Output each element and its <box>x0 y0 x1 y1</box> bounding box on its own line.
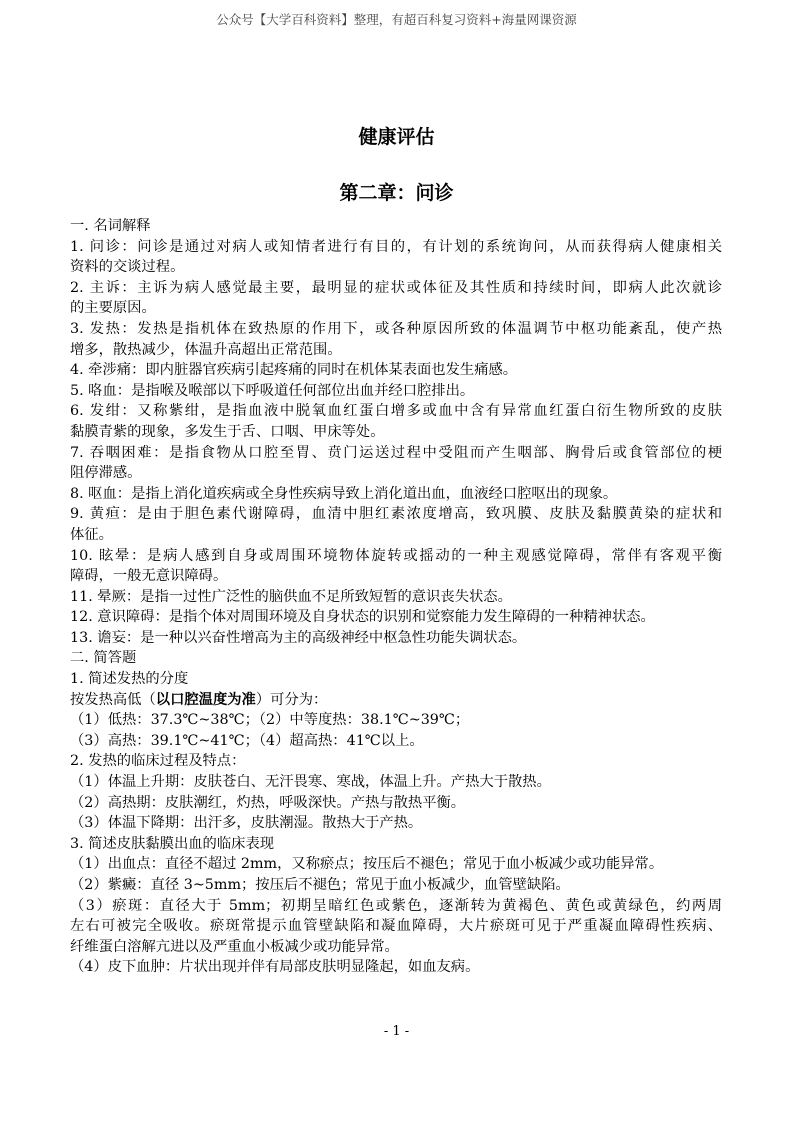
term-line: 障碍，一般无意识障碍。 <box>70 568 228 585</box>
answer-line: （1）低热：37.3℃~38℃；（2）中等度热：38.1℃~39℃； <box>70 712 470 729</box>
page-number: - 1 - <box>383 1024 410 1039</box>
document-body <box>70 216 722 978</box>
answer-line: （3）体温下降期：出汗多，皮肤潮湿。散热大于产热。 <box>70 815 423 832</box>
answer-line: （1）体温上升期：皮肤苍白、无汗畏寒、寒战，体温上升。产热大于散热。 <box>70 774 551 791</box>
header-note: 公众号【大学百科资料】整理，有超百科复习资料+海量网课资源 <box>216 12 577 27</box>
term-line: 8. 呕血：是指上消化道疾病或全身性疾病导致上消化道出血，血液经口腔呕出的现象。 <box>70 485 618 502</box>
intro-text: ）可分为： <box>255 691 328 708</box>
term-line: 增多，散热减少，体温升高超出正常范围。 <box>70 341 342 358</box>
term-line: 资料的交谈过程。 <box>70 259 185 276</box>
term-line: 体征。 <box>70 526 113 543</box>
question-intro <box>70 690 722 711</box>
question-title: 3. 简述皮肤黏膜出血的临床表现 <box>70 835 275 852</box>
answer-line: （1）出血点：直径不超过 2mm，又称瘀点；按压后不褪色；常见于血小板减少或功能异常。 <box>70 856 664 873</box>
term-line: 9. 黄疸：是由于胆色素代谢障碍，血清中胆红素浓度增高，致巩膜、皮肤及黏膜黄染的症状和 <box>70 506 722 523</box>
section-heading-questions: 二. 简答题 <box>70 650 137 667</box>
answer-line: （2）高热期：皮肤潮红，灼热，呼吸深快。产热与散热平衡。 <box>70 794 466 811</box>
section-heading-terms: 一. 名词解释 <box>70 218 151 234</box>
term-line: 4. 牵涉痛：即内脏器官疾病引起疼痛的同时在机体某表面也发生痛感。 <box>70 362 518 379</box>
term-line: 1. 问诊：问诊是通过对病人或知情者进行有目的，有计划的系统询问，从而获得病人健康相关 <box>70 238 722 255</box>
term-line: 阻停滞感。 <box>70 465 142 482</box>
answer-line: （4）皮下血肿：片状出现并伴有局部皮肤明显隆起，如血友病。 <box>70 959 480 976</box>
term-line: 5. 咯血：是指喉及喉部以下呼吸道任何部位出血并经口腔排出。 <box>70 382 475 399</box>
term-line: 3. 发热：发热是指机体在致热原的作用下，或各种原因所致的体温调节中枢功能紊乱，使产热 <box>70 320 722 337</box>
term-line: 12. 意识障碍：是指个体对周围环境及自身状态的识别和觉察能力发生障碍的一种精神状态。 <box>70 609 655 626</box>
answer-line: 左右可被完全吸收。瘀斑常提示血管壁缺陷和凝血障碍，大片瘀斑可见于严重凝血障碍性疾病、 <box>70 918 722 935</box>
answer-line: 纤维蛋白溶解亢进以及严重血小板减少或功能异常。 <box>70 938 399 955</box>
term-line: 2. 主诉：主诉为病人感觉最主要，最明显的症状或体征及其性质和持续时间，即病人此次就诊 <box>70 279 722 296</box>
term-line: 13. 谵妄：是一种以兴奋性增高为主的高级神经中枢急性功能失调状态。 <box>70 629 527 646</box>
term-line: 黏膜青紫的现象，多发生于舌、口咽、甲床等处。 <box>70 423 385 440</box>
term-line: 6. 发绀：又称紫绀，是指血液中脱氧血红蛋白增多或血中含有异常血红蛋白衍生物所致的皮肤 <box>70 403 722 420</box>
term-line: 11. 晕厥：是指一过性广泛性的脑供血不足所致短暂的意识丧失状态。 <box>70 588 512 605</box>
intro-text: 按发热高低（ <box>70 691 156 708</box>
question-title: 1. 简述发热的分度 <box>70 671 189 688</box>
answer-line: （2）紫癜：直径 3~5mm；按压后不褪色；常见于血小板减少，血管壁缺陷。 <box>70 877 570 893</box>
answer-line: （3）高热：39.1℃~41℃；（4）超高热：41℃以上。 <box>70 732 424 749</box>
term-line: 10. 眩晕：是病人感到自身或周围环境物体旋转或摇动的一种主观感觉障碍，常伴有客观平衡 <box>70 547 722 564</box>
term-line: 的主要原因。 <box>70 300 156 317</box>
term-line: 7. 吞咽困难：是指食物从口腔至胃、贲门运送过程中受阻而产生咽部、胸骨后或食管部位的梗 <box>70 444 722 461</box>
question-title: 2. 发热的临床过程及特点： <box>70 753 246 770</box>
chapter-title: 第二章：问诊 <box>339 182 454 204</box>
document-title: 健康评估 <box>358 126 435 148</box>
intro-bold-text: 以口腔温度为准 <box>155 691 256 708</box>
answer-line: （3）瘀斑：直径大于 5mm；初期呈暗红色或紫色，逐渐转为黄褐色、黄色或黄绿色，约两周 <box>70 897 722 914</box>
